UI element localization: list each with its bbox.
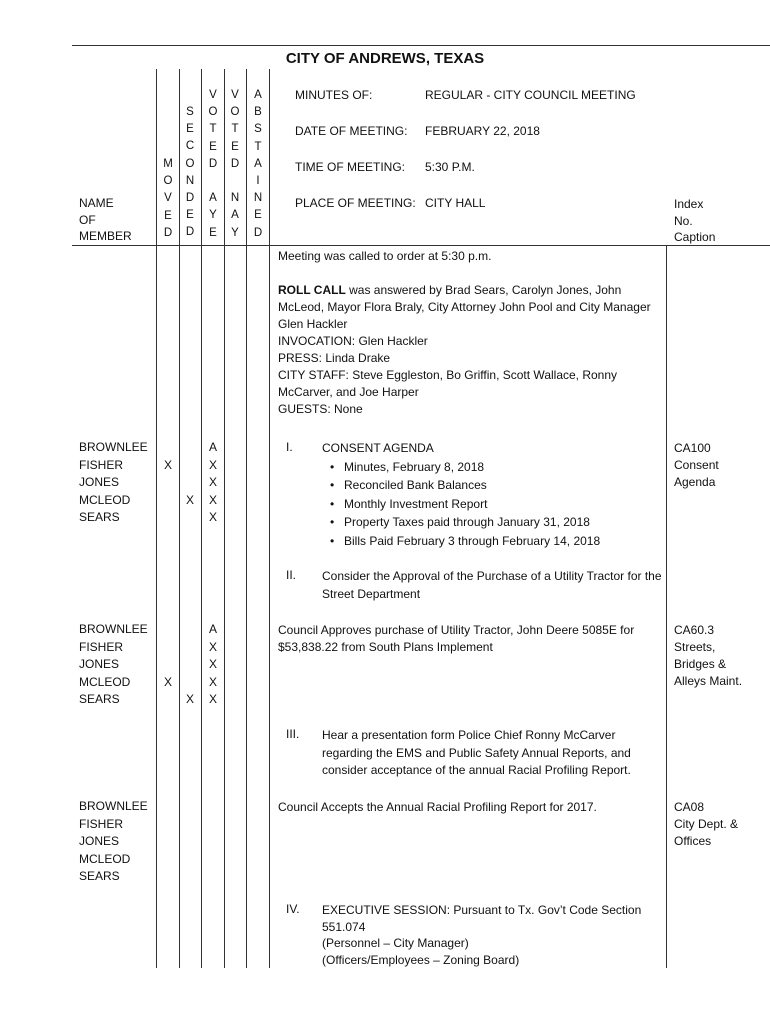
list-item: • Minutes, February 8, 2018 — [322, 458, 662, 477]
consent-list — [322, 458, 662, 551]
guests: GUESTS: None — [278, 402, 363, 416]
press: PRESS: Linda Drake — [278, 351, 391, 365]
item-title: Hear a presentation form Police Chief Ronny McCarver regarding the EMS and Public Safety Annual Reports, and consider acceptance of the annual Racial Profiling Report. — [322, 728, 631, 777]
item-number: IV. — [286, 902, 300, 916]
member-list: BROWNLEE FISHER JONES MCLEOD SEARS — [79, 799, 148, 883]
minutes-value: REGULAR - CITY COUNCIL MEETING — [425, 88, 636, 102]
date-value: FEBRUARY 22, 2018 — [425, 124, 540, 138]
item-number: I. — [286, 440, 293, 454]
time-value: 5:30 P.M. — [425, 160, 475, 174]
moved-votes: X — [163, 674, 172, 689]
seconded-votes: X — [185, 692, 194, 706]
item-number: III. — [286, 727, 300, 741]
item-title: Consider the Approval of the Purchase of a Utility Tractor for the Street Department — [322, 569, 662, 601]
motion-result: Council Accepts the Annual Racial Profiling Report for 2017. — [278, 800, 597, 814]
aye-votes: A X X X X — [208, 440, 217, 524]
list-item: • Bills Paid February 3 through February 14, 2018 — [322, 532, 662, 551]
time-label: TIME OF MEETING: — [295, 160, 405, 174]
list-item: • Property Taxes paid through January 31, 2018 — [322, 513, 662, 532]
member-list: BROWNLEE FISHER JONES MCLEOD SEARS — [79, 622, 148, 706]
list-item: • Reconciled Bank Balances — [322, 476, 662, 495]
call-to-order: Meeting was called to order at 5:30 p.m. — [278, 249, 492, 263]
motion-result: Council Approves purchase of Utility Tractor, John Deere 5085E for $53,838.22 from South Plans Implement — [278, 623, 635, 654]
index-caption: CA60.3 Streets, Bridges & Alleys Maint. — [674, 623, 743, 688]
item-title: CONSENT AGENDA — [322, 441, 434, 455]
abstained-header: A B S T A I N E D — [253, 89, 263, 239]
item-number: II. — [286, 568, 297, 582]
aye-votes: A X X X X — [208, 622, 217, 706]
index-header: Index No. Caption — [674, 197, 716, 244]
minutes-label: MINUTES OF: — [295, 88, 373, 102]
date-label: DATE OF MEETING: — [295, 124, 408, 138]
top-rule — [72, 45, 770, 46]
roll-call: ROLL CALL was answered by Brad Sears, Carolyn Jones, John McLeod, Mayor Flora Braly, City Attorney John Pool and City Manager Glen Hackler — [278, 283, 651, 331]
place-label: PLACE OF MEETING: — [295, 196, 416, 210]
index-caption: CA08 City Dept. & Offices — [674, 800, 739, 848]
invocation: INVOCATION: Glen Hackler — [278, 334, 428, 348]
column-divider — [666, 246, 667, 968]
name-header: NAME OF MEMBER — [79, 196, 132, 243]
place-value: CITY HALL — [425, 196, 486, 210]
list-item: • Monthly Investment Report — [322, 495, 662, 514]
header-rule — [72, 245, 770, 246]
seconded-votes: X — [185, 492, 194, 507]
column-divider — [269, 69, 270, 968]
consent-agenda — [322, 440, 662, 550]
opening-section — [278, 248, 666, 418]
voted-aye-header: V O T E D A Y E — [208, 89, 218, 239]
index-caption: CA100 Consent Agenda — [674, 441, 719, 489]
moved-votes: X — [163, 457, 172, 472]
city-staff: CITY STAFF: Steve Eggleston, Bo Griffin, Scott Wallace, Ronny McCarver, and Joe Harper — [278, 368, 618, 399]
member-list: BROWNLEE FISHER JONES MCLEOD SEARS — [79, 440, 148, 524]
document-title: CITY OF ANDREWS, TEXAS — [285, 50, 485, 67]
seconded-header: S E C O N D E D — [185, 106, 195, 239]
voted-nay-header: V O T E D N A Y — [230, 89, 240, 239]
moved-header: M O V E D — [163, 158, 173, 239]
executive-session: EXECUTIVE SESSION: Pursuant to Tx. Gov’t Code Section 551.074 (Personnel – City Manager) (Officers/Employees – Zoning Board) — [322, 903, 642, 967]
